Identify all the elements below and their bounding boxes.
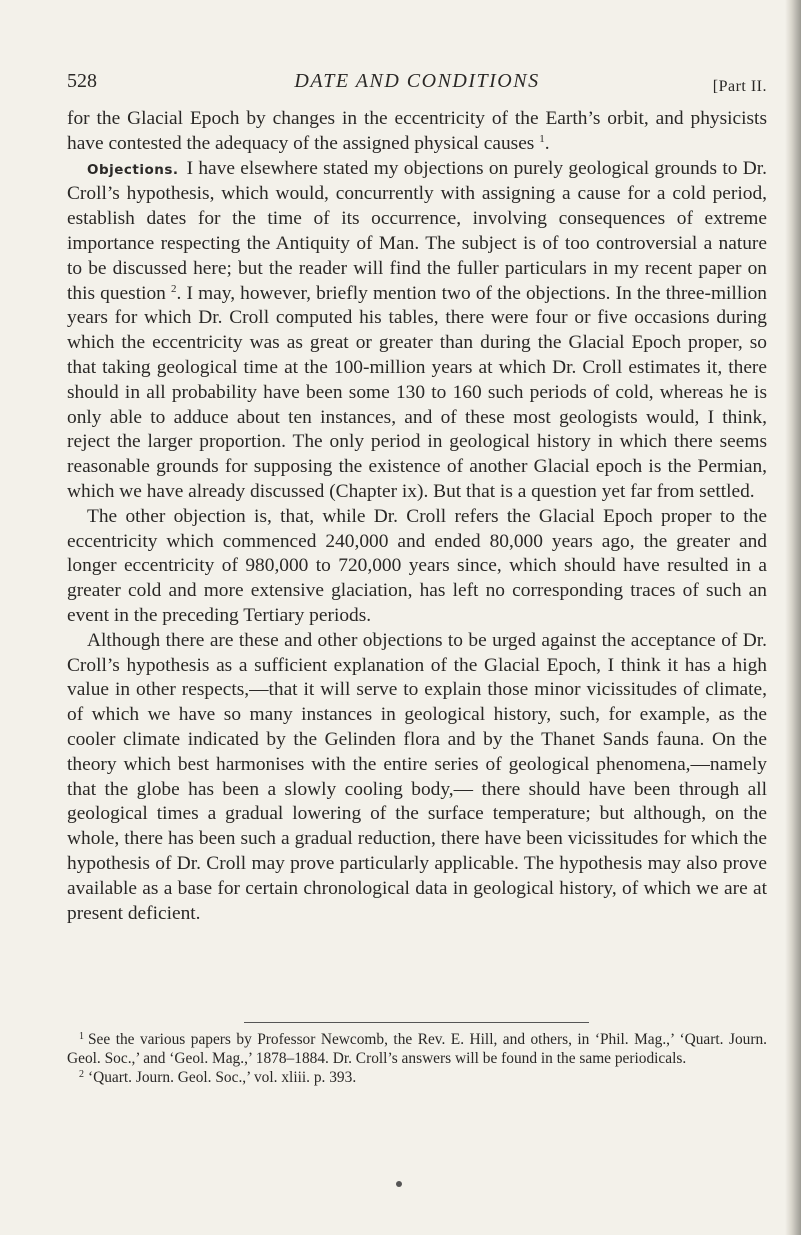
paragraph-1-end: . — [544, 132, 550, 154]
footnote-2 — [67, 1068, 767, 1087]
paragraph-2-text-b: . I may, however, briefly mention two of the objections. In the three-million years for which Dr. Croll computed his tables, there were four or five occasions during which the eccentricity was as great or greater than during the Glacial Epoch proper, so that taking geological time at the 100-million years at which Dr. Croll estimates it, there should in all probability have been some 130 to 160 such periods of cold, whereas he is only able to adduce about ten instances, and of these most geologists would, I think, reject the larger proportion. The only period in geological history in which there seems reasonable grounds for supposing the existence of another Glacial epoch is the Permian, which we have already discussed (Chapter ix). But that is a question yet far from settled. — [67, 282, 767, 502]
footnotes — [67, 1030, 767, 1087]
page-header — [67, 70, 767, 104]
footnote-rule — [244, 1022, 589, 1023]
footnote-1 — [67, 1030, 767, 1068]
paragraph-2 — [67, 157, 767, 505]
paragraph-1-text: for the Glacial Epoch by changes in the eccentricity of the Earth’s orbit, and physicists have contested the adequacy of the assigned physical causes — [67, 108, 767, 154]
running-title: DATE AND CONDITIONS — [294, 70, 540, 92]
footnote-1-text: See the various papers by Professor Newcomb, the Rev. E. Hill, and others, in ‘Phil. Mag.,’ ‘Quart. Journ. Geol. Soc.,’ and ‘Geol. Mag.,’ 1878–1884. Dr. Croll’s answers will be found in the same periodicals. — [67, 1031, 767, 1067]
footnote-ref-2[interactable]: 2 — [171, 282, 177, 295]
side-heading: Objections. — [87, 161, 179, 178]
footnote-2-marker: 2 — [79, 1069, 84, 1080]
page-number: 528 — [67, 70, 97, 92]
paragraph-4: Although there are these and other objections to be urged against the acceptance of Dr. Croll’s hypothesis as a sufficient explanation of the Glacial Epoch, I think it has a high value in other respects,—that it will serve to explain those minor vicissitudes of climate, of which we have so many instances in geological history, such, for example, as the cooler climate indicated by the Gelinden flora and by the Thanet Sands fauna. On the theory which best harmonises with the entire series of geological phenomena,—namely that the globe has been a slowly cooling body,— there should have been through all geological times a gradual lowering of the surface temperature; but although, on the whole, there has been such a gradual reduction, there have been vicissitudes for which the hypothesis of Dr. Croll may prove particularly applicable. The hypothesis may also prove available as a base for certain chronological data in geological history, of which we are at present deficient. — [67, 629, 767, 924]
footnote-ref-1[interactable]: 1 — [539, 132, 545, 145]
part-label: [Part II. — [712, 78, 767, 95]
footnote-2-text: ‘Quart. Journ. Geol. Soc.,’ vol. xliii. p. 393. — [88, 1069, 357, 1086]
paragraph-1 — [67, 107, 767, 157]
paragraph-2-text-a: I have elsewhere stated my objections on purely geological grounds to Dr. Croll’s hypothesis, which would, concurrently with assigning a cause for a cold period, establish dates for the time of its occurrence, involving consequences of extreme importance respecting the Antiquity of Man. The subject is of too controversial a nature to be discussed here; but the reader will find the fuller particulars in my recent paper on this question — [67, 157, 767, 304]
body-text — [67, 107, 767, 926]
paragraph-3: The other objection is, that, while Dr. Croll refers the Glacial Epoch proper to the eccentricity which commenced 240,000 and ended 80,000 years ago, the greater and longer eccentricity of 980,000 to 720,000 years since, which should have resulted in a greater cold and more extensive glaciation, has left no corresponding traces of such an event in the preceding Tertiary periods. — [67, 505, 767, 626]
ink-spot — [396, 1181, 402, 1187]
footnote-1-marker: 1 — [79, 1031, 84, 1042]
page-binding-edge — [785, 0, 801, 1235]
